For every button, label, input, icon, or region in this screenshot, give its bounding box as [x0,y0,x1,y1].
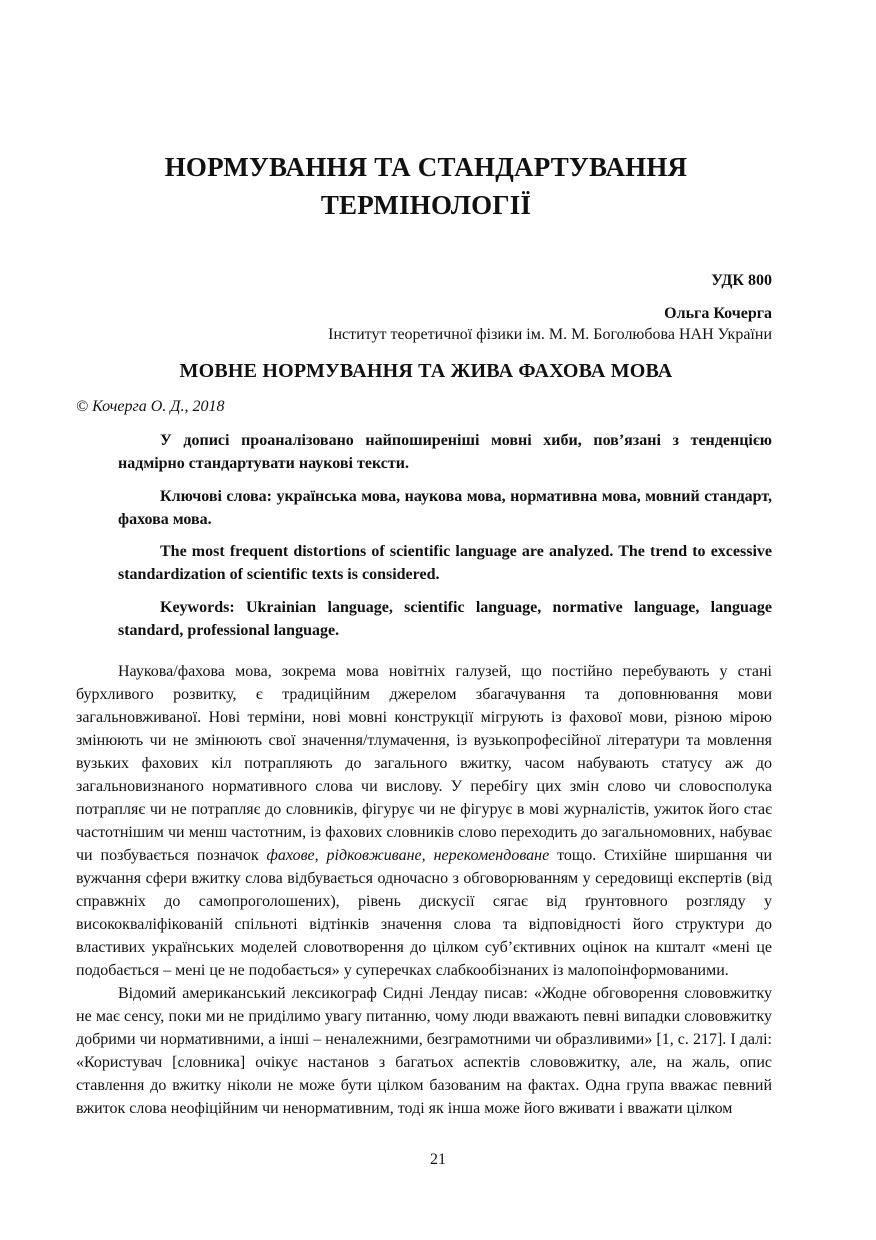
paragraph-1-italic-labels: фахове, рідковживане, нерекомендоване [266,847,550,864]
abstract-english: The most frequent distortions of scientific language are analyzed. The trend to excessive standardization of scientific texts is considered. [118,543,772,583]
abstract-ukrainian: У дописі проаналізовано найпоширеніші мовні хиби, пов’язані з тенденцією надмірно стандартувати наукові тексти. [118,432,772,472]
section-title-line-1: НОРМУВАННЯ ТА СТАНДАРТУВАННЯ [164,152,688,182]
body-text [76,660,772,1120]
article-title: МОВНЕ НОРМУВАННЯ ТА ЖИВА ФАХОВА МОВА [179,360,673,382]
author-name: Ольга Кочерга [664,305,772,322]
copyright-notice: © Кочерга О. Д., 2018 [76,398,225,415]
paragraph-1-text-b: тощо. Стихійне ширшання чи вужчання сфери вжитку слова відбувається одночасно з обговорюванням у середовищі експертів (від справжніх до самопроголошених), рівень дискусії сягає від ґрунтовного розгляду у висококваліфікованій спільноті відтінків значення слова та відповідності його структури до властивих українських моделей словотворення до цілком суб’єктивних оцінок на кшталт «мені це подобається – мені це не подобається» у суперечках слабкообізнаних із малопоінформованими. [76,847,773,979]
udk-code: УДК 800 [711,272,772,289]
body-paragraph-1 [76,660,772,982]
body-paragraph-2: Відомий американський лексикограф Сидні Лендау писав: «Жодне обговорення слововжитку не має сенсу, поки ми не приділимо увагу питанню, чому люди вважають певні випадки слововжитку добрими чи нормативними, а інші – неналежними, безграмотними чи образливими» [1, с. 217]. І далі: «Користувач [словника] очікує настанов з багатьох аспектів слововжитку, але, на жаль, опис ставлення до вжитку ніколи не може бути цілком базованим на фактах. Одна група вважає певний вжиток слова неофіційним чи ненормативним, тоді як інша може його вживати і вважати цілком [76,985,772,1117]
keywords-ukrainian: Ключові слова: українська мова, наукова мова, нормативна мова, мовний стандарт, фахова мова. [118,488,772,528]
section-title [76,148,776,224]
keywords-english: Keywords: Ukrainian language, scientific language, normative language, language standard, professional language. [118,599,772,639]
page-number: 21 [430,1151,446,1168]
section-title-line-2: ТЕРМІНОЛОГІЇ [320,190,532,220]
paragraph-1-text-a: Наукова/фахова мова, зокрема мова новітніх галузей, що постійно перебувають у стані бурхливого розвитку, є традиційним джерелом збагачування та доповнювання мови загальновживаної. Нові терміни, нові мовні конструкції мігрують із фахової мови, різною мірою змінюють чи не змінюють свої значення/тлумачення, із вузькопрофесійної літератури та мовлення вузьких фахових кіл потрапляють до загального вжитку, часом набувають статусу аж до загальновизнаного нормативного слова чи вислову. У перебігу цих змін слово чи словосполука потрапляє чи не потрапляє до словників, фігурує чи не фігурує в мові журналістів, ужиток його стає частотнішим чи менш частотним, із фахових словників слово переходить до загальномовних, набуває чи позбувається позначок [76,663,772,864]
author-affiliation: Інститут теоретичної фізики ім. М. М. Боголюбова НАН України [328,326,772,343]
